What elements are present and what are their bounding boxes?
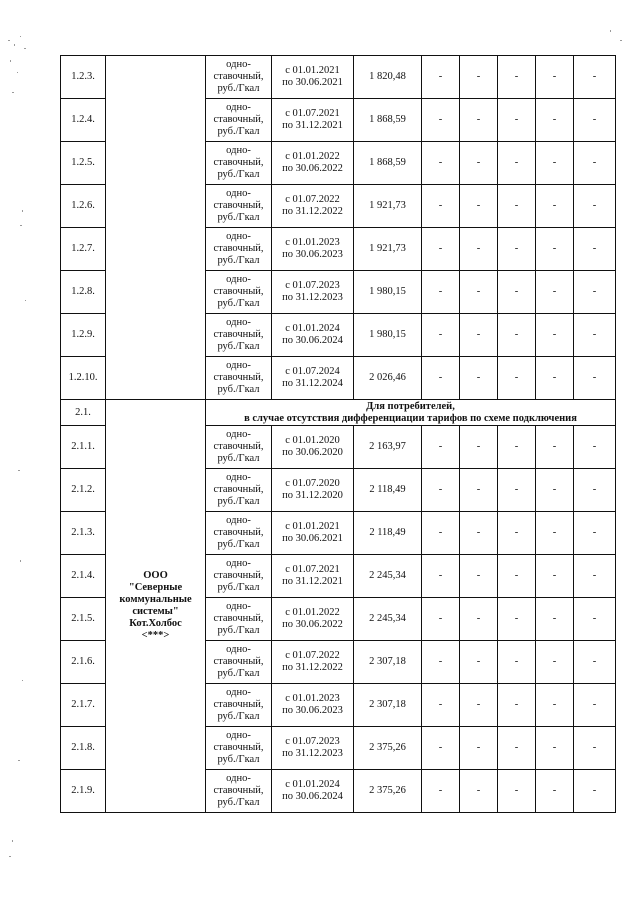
rate-line: руб./Гкал <box>217 496 260 507</box>
empty-value-cell: - <box>574 555 616 598</box>
organization-line: Кот.Холбос <box>129 618 182 629</box>
period-line: по 30.06.2021 <box>282 533 343 544</box>
rate-type-cell <box>206 357 272 400</box>
period-line: по 30.06.2021 <box>282 77 343 88</box>
rate-type-cell <box>206 142 272 185</box>
rate-line: руб./Гкал <box>217 539 260 550</box>
period-line: с 01.07.2022 <box>285 194 340 205</box>
period-line: с 01.01.2023 <box>285 237 340 248</box>
period-line: по 31.12.2021 <box>282 120 343 131</box>
empty-value-cell: - <box>460 185 498 228</box>
period-line: с 01.01.2024 <box>285 323 340 334</box>
rate-line: одно- <box>226 274 251 285</box>
empty-value-cell: - <box>460 770 498 813</box>
empty-value-cell: - <box>422 314 460 357</box>
empty-value-cell: - <box>536 555 574 598</box>
tariff-value-cell: 2 307,18 <box>354 641 422 684</box>
empty-value-cell: - <box>422 56 460 99</box>
rate-line: одно- <box>226 601 251 612</box>
rate-type-cell <box>206 512 272 555</box>
period-cell <box>272 228 354 271</box>
rate-line: ставочный, <box>213 785 264 796</box>
period-cell <box>272 770 354 813</box>
rate-line: одно- <box>226 102 251 113</box>
empty-value-cell: - <box>460 426 498 469</box>
rate-type-cell <box>206 469 272 512</box>
empty-value-cell: - <box>498 555 536 598</box>
rate-type-cell <box>206 598 272 641</box>
empty-value-cell: - <box>574 228 616 271</box>
rate-line: ставочный, <box>213 286 264 297</box>
empty-value-cell: - <box>460 555 498 598</box>
row-number-cell: 2.1.5. <box>61 598 106 641</box>
subheader-row <box>61 400 616 426</box>
tariff-value-cell: 2 375,26 <box>354 727 422 770</box>
period-line: с 01.01.2021 <box>285 65 340 76</box>
period-line: с 01.01.2024 <box>285 779 340 790</box>
empty-value-cell: - <box>498 469 536 512</box>
rate-type-cell <box>206 271 272 314</box>
rate-line: руб./Гкал <box>217 453 260 464</box>
tariff-value-cell: 1 980,15 <box>354 271 422 314</box>
empty-value-cell: - <box>422 684 460 727</box>
period-line: по 30.06.2024 <box>282 335 343 346</box>
period-cell <box>272 142 354 185</box>
rate-line: ставочный, <box>213 372 264 383</box>
row-number-cell: 1.2.7. <box>61 228 106 271</box>
empty-value-cell: - <box>422 770 460 813</box>
empty-value-cell: - <box>536 684 574 727</box>
organization-line: <***> <box>141 630 170 641</box>
rate-line: одно- <box>226 317 251 328</box>
period-line: по 31.12.2023 <box>282 748 343 759</box>
period-cell <box>272 426 354 469</box>
organization-line: ООО <box>143 570 168 581</box>
empty-value-cell: - <box>460 512 498 555</box>
period-cell <box>272 512 354 555</box>
rate-line: руб./Гкал <box>217 668 260 679</box>
tariff-value-cell: 2 245,34 <box>354 555 422 598</box>
organization-line: системы" <box>132 606 179 617</box>
period-cell <box>272 99 354 142</box>
period-line: с 01.01.2020 <box>285 435 340 446</box>
rate-line: одно- <box>226 515 251 526</box>
empty-value-cell: - <box>498 426 536 469</box>
period-line: по 30.06.2022 <box>282 163 343 174</box>
rate-type-cell <box>206 727 272 770</box>
empty-value-cell: - <box>422 598 460 641</box>
period-line: по 31.12.2023 <box>282 292 343 303</box>
empty-value-cell: - <box>422 469 460 512</box>
row-number-cell: 1.2.10. <box>61 357 106 400</box>
rate-line: руб./Гкал <box>217 711 260 722</box>
rate-line: одно- <box>226 231 251 242</box>
rate-line: одно- <box>226 360 251 371</box>
rate-line: руб./Гкал <box>217 797 260 808</box>
empty-value-cell: - <box>536 598 574 641</box>
empty-value-cell: - <box>536 426 574 469</box>
rate-line: руб./Гкал <box>217 625 260 636</box>
empty-value-cell: - <box>536 512 574 555</box>
period-cell <box>272 357 354 400</box>
organization-line: коммунальные <box>119 594 192 605</box>
row-number-cell: 2.1.7. <box>61 684 106 727</box>
tariff-table-body <box>61 56 616 813</box>
rate-line: руб./Гкал <box>217 255 260 266</box>
period-line: с 01.07.2022 <box>285 650 340 661</box>
empty-value-cell: - <box>498 142 536 185</box>
period-line: по 31.12.2021 <box>282 576 343 587</box>
row-number-cell: 2.1.9. <box>61 770 106 813</box>
empty-value-cell: - <box>498 228 536 271</box>
empty-value-cell: - <box>536 641 574 684</box>
empty-value-cell: - <box>460 99 498 142</box>
empty-value-cell: - <box>498 357 536 400</box>
empty-value-cell: - <box>422 512 460 555</box>
rate-line: руб./Гкал <box>217 341 260 352</box>
empty-value-cell: - <box>460 469 498 512</box>
empty-value-cell: - <box>422 271 460 314</box>
period-line: с 01.01.2021 <box>285 521 340 532</box>
period-cell <box>272 56 354 99</box>
row-number-cell: 2.1.4. <box>61 555 106 598</box>
rate-line: ставочный, <box>213 699 264 710</box>
empty-value-cell: - <box>422 357 460 400</box>
rate-line: одно- <box>226 429 251 440</box>
empty-value-cell: - <box>498 770 536 813</box>
row-number-cell: 2.1.8. <box>61 727 106 770</box>
consumer-category-heading <box>206 400 616 426</box>
rate-line: ставочный, <box>213 157 264 168</box>
tariff-value-cell: 2 026,46 <box>354 357 422 400</box>
rate-line: ставочный, <box>213 329 264 340</box>
rate-line: ставочный, <box>213 656 264 667</box>
empty-value-cell: - <box>574 727 616 770</box>
rate-line: одно- <box>226 59 251 70</box>
period-line: с 01.07.2021 <box>285 564 340 575</box>
period-line: по 30.06.2020 <box>282 447 343 458</box>
rate-line: одно- <box>226 687 251 698</box>
empty-value-cell: - <box>498 185 536 228</box>
rate-line: ставочный, <box>213 484 264 495</box>
empty-value-cell: - <box>574 142 616 185</box>
empty-value-cell: - <box>536 56 574 99</box>
empty-value-cell: - <box>498 598 536 641</box>
period-line: по 31.12.2024 <box>282 378 343 389</box>
rate-type-cell <box>206 426 272 469</box>
rate-line: ставочный, <box>213 527 264 538</box>
period-line: с 01.01.2022 <box>285 607 340 618</box>
heading-line: Для потребителей, <box>366 400 455 412</box>
empty-value-cell: - <box>422 142 460 185</box>
period-cell <box>272 185 354 228</box>
rate-line: одно- <box>226 472 251 483</box>
empty-value-cell: - <box>574 56 616 99</box>
rate-type-cell <box>206 684 272 727</box>
period-line: по 31.12.2022 <box>282 662 343 673</box>
tariff-value-cell: 1 820,48 <box>354 56 422 99</box>
empty-value-cell: - <box>574 598 616 641</box>
empty-value-cell: - <box>574 357 616 400</box>
organization-cell <box>106 400 206 813</box>
rate-line: одно- <box>226 188 251 199</box>
period-line: с 01.07.2023 <box>285 280 340 291</box>
empty-value-cell: - <box>460 357 498 400</box>
empty-value-cell: - <box>422 555 460 598</box>
rate-type-cell <box>206 185 272 228</box>
rate-type-cell <box>206 641 272 684</box>
rate-line: руб./Гкал <box>217 126 260 137</box>
tariff-value-cell: 2 307,18 <box>354 684 422 727</box>
empty-value-cell: - <box>574 684 616 727</box>
period-line: с 01.07.2023 <box>285 736 340 747</box>
heading-line: в случае отсутствия дифференциации тарифов по схеме подключения <box>244 412 577 424</box>
row-number-cell: 1.2.8. <box>61 271 106 314</box>
row-number-cell: 2.1.2. <box>61 469 106 512</box>
empty-value-cell: - <box>422 641 460 684</box>
empty-value-cell: - <box>574 271 616 314</box>
empty-value-cell: - <box>536 185 574 228</box>
organization-line: "Северные <box>128 582 183 593</box>
tariff-value-cell: 2 245,34 <box>354 598 422 641</box>
empty-value-cell: - <box>460 314 498 357</box>
empty-value-cell: - <box>498 641 536 684</box>
empty-value-cell: - <box>536 314 574 357</box>
period-cell <box>272 727 354 770</box>
tariff-value-cell: 2 163,97 <box>354 426 422 469</box>
empty-value-cell: - <box>422 185 460 228</box>
rate-line: ставочный, <box>213 742 264 753</box>
rate-line: ставочный, <box>213 570 264 581</box>
empty-value-cell: - <box>498 56 536 99</box>
tariff-table <box>60 55 616 813</box>
period-cell <box>272 314 354 357</box>
empty-value-cell: - <box>574 641 616 684</box>
row-number-cell: 2.1.6. <box>61 641 106 684</box>
rate-type-cell <box>206 314 272 357</box>
empty-value-cell: - <box>574 426 616 469</box>
period-line: с 01.01.2022 <box>285 151 340 162</box>
empty-value-cell: - <box>536 271 574 314</box>
empty-value-cell: - <box>574 512 616 555</box>
empty-value-cell: - <box>422 99 460 142</box>
period-line: с 01.07.2024 <box>285 366 340 377</box>
organization-cell-blank <box>106 56 206 400</box>
empty-value-cell: - <box>536 228 574 271</box>
row-number-cell: 2.1.3. <box>61 512 106 555</box>
row-number-cell: 1.2.5. <box>61 142 106 185</box>
table-row <box>61 56 616 99</box>
empty-value-cell: - <box>460 142 498 185</box>
period-line: по 31.12.2022 <box>282 206 343 217</box>
period-line: с 01.01.2023 <box>285 693 340 704</box>
rate-line: ставочный, <box>213 441 264 452</box>
empty-value-cell: - <box>574 770 616 813</box>
empty-value-cell: - <box>498 99 536 142</box>
rate-line: одно- <box>226 644 251 655</box>
empty-value-cell: - <box>536 99 574 142</box>
rate-line: руб./Гкал <box>217 83 260 94</box>
period-cell <box>272 271 354 314</box>
empty-value-cell: - <box>460 228 498 271</box>
period-cell <box>272 555 354 598</box>
period-line: с 01.07.2021 <box>285 108 340 119</box>
rate-line: руб./Гкал <box>217 298 260 309</box>
empty-value-cell: - <box>574 99 616 142</box>
period-line: по 30.06.2022 <box>282 619 343 630</box>
tariff-value-cell: 2 375,26 <box>354 770 422 813</box>
rate-line: одно- <box>226 773 251 784</box>
empty-value-cell: - <box>536 469 574 512</box>
period-cell <box>272 598 354 641</box>
rate-type-cell <box>206 555 272 598</box>
empty-value-cell: - <box>460 56 498 99</box>
rate-type-cell <box>206 228 272 271</box>
rate-line: одно- <box>226 558 251 569</box>
rate-line: ставочный, <box>213 71 264 82</box>
empty-value-cell: - <box>536 727 574 770</box>
empty-value-cell: - <box>536 770 574 813</box>
rate-line: ставочный, <box>213 200 264 211</box>
empty-value-cell: - <box>536 357 574 400</box>
tariff-value-cell: 2 118,49 <box>354 469 422 512</box>
empty-value-cell: - <box>574 185 616 228</box>
tariff-value-cell: 1 868,59 <box>354 99 422 142</box>
empty-value-cell: - <box>422 727 460 770</box>
rate-line: одно- <box>226 145 251 156</box>
rate-line: руб./Гкал <box>217 754 260 765</box>
empty-value-cell: - <box>498 271 536 314</box>
period-line: по 31.12.2020 <box>282 490 343 501</box>
empty-value-cell: - <box>460 727 498 770</box>
row-number-cell: 2.1. <box>61 400 106 426</box>
empty-value-cell: - <box>498 727 536 770</box>
rate-line: ставочный, <box>213 613 264 624</box>
row-number-cell: 2.1.1. <box>61 426 106 469</box>
empty-value-cell: - <box>422 426 460 469</box>
tariff-value-cell: 1 921,73 <box>354 185 422 228</box>
row-number-cell: 1.2.6. <box>61 185 106 228</box>
empty-value-cell: - <box>460 684 498 727</box>
period-cell <box>272 641 354 684</box>
tariff-value-cell: 2 118,49 <box>354 512 422 555</box>
rate-line: руб./Гкал <box>217 384 260 395</box>
rate-line: ставочный, <box>213 114 264 125</box>
row-number-cell: 1.2.3. <box>61 56 106 99</box>
rate-type-cell <box>206 99 272 142</box>
rate-type-cell <box>206 56 272 99</box>
empty-value-cell: - <box>460 598 498 641</box>
tariff-value-cell: 1 868,59 <box>354 142 422 185</box>
period-line: по 30.06.2024 <box>282 791 343 802</box>
empty-value-cell: - <box>536 142 574 185</box>
tariff-value-cell: 1 921,73 <box>354 228 422 271</box>
rate-type-cell <box>206 770 272 813</box>
period-line: по 30.06.2023 <box>282 249 343 260</box>
rate-line: руб./Гкал <box>217 212 260 223</box>
rate-line: руб./Гкал <box>217 169 260 180</box>
empty-value-cell: - <box>574 314 616 357</box>
period-cell <box>272 469 354 512</box>
period-line: по 30.06.2023 <box>282 705 343 716</box>
empty-value-cell: - <box>422 228 460 271</box>
empty-value-cell: - <box>460 271 498 314</box>
empty-value-cell: - <box>498 314 536 357</box>
row-number-cell: 1.2.9. <box>61 314 106 357</box>
period-cell <box>272 684 354 727</box>
empty-value-cell: - <box>498 512 536 555</box>
empty-value-cell: - <box>574 469 616 512</box>
rate-line: ставочный, <box>213 243 264 254</box>
rate-line: руб./Гкал <box>217 582 260 593</box>
row-number-cell: 1.2.4. <box>61 99 106 142</box>
empty-value-cell: - <box>498 684 536 727</box>
tariff-value-cell: 1 980,15 <box>354 314 422 357</box>
empty-value-cell: - <box>460 641 498 684</box>
rate-line: одно- <box>226 730 251 741</box>
period-line: с 01.07.2020 <box>285 478 340 489</box>
